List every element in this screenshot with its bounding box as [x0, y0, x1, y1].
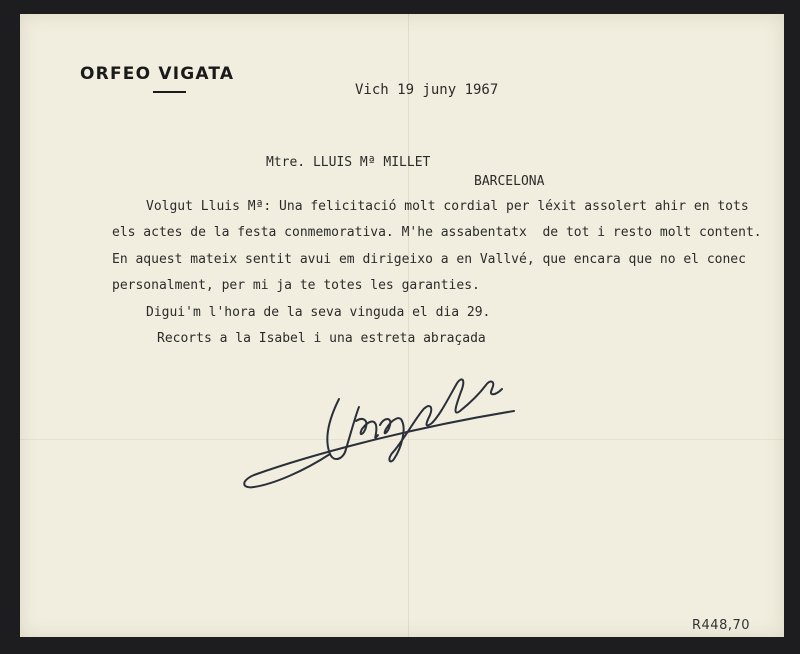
body-line-5: Digui'm l'hora de la seva vinguda el dia 29. [146, 305, 491, 320]
body-line-6: Recorts a la Isabel i una estreta abraçada [157, 331, 486, 346]
body-line-3: En aquest mateix sentit avui em dirigeixo a en Vallvé, que encara que no el conec [112, 252, 746, 267]
archive-reference-number: R448,70 [692, 618, 751, 633]
letterhead-title: ORFEO VIGATA [80, 64, 235, 84]
handwritten-signature [234, 359, 534, 489]
body-line-2: els actes de la festa conmemorativa. M'he assabentatx de tot i resto molt content. [112, 225, 762, 240]
letter-addressee: Mtre. LLUIS Mª MILLET [266, 155, 431, 170]
body-line-4: personalment, per mi ja te totes les garanties. [112, 278, 480, 293]
letter-city: BARCELONA [474, 174, 545, 189]
letterhead-underline [153, 91, 186, 93]
letter-date: Vich 19 juny 1967 [355, 82, 499, 98]
letter-paper [20, 14, 784, 637]
fold-crease-vertical [408, 14, 409, 637]
body-line-1: Volgut Lluis Mª: Una felicitació molt cordial per léxit assolert ahir en tots [146, 199, 749, 214]
